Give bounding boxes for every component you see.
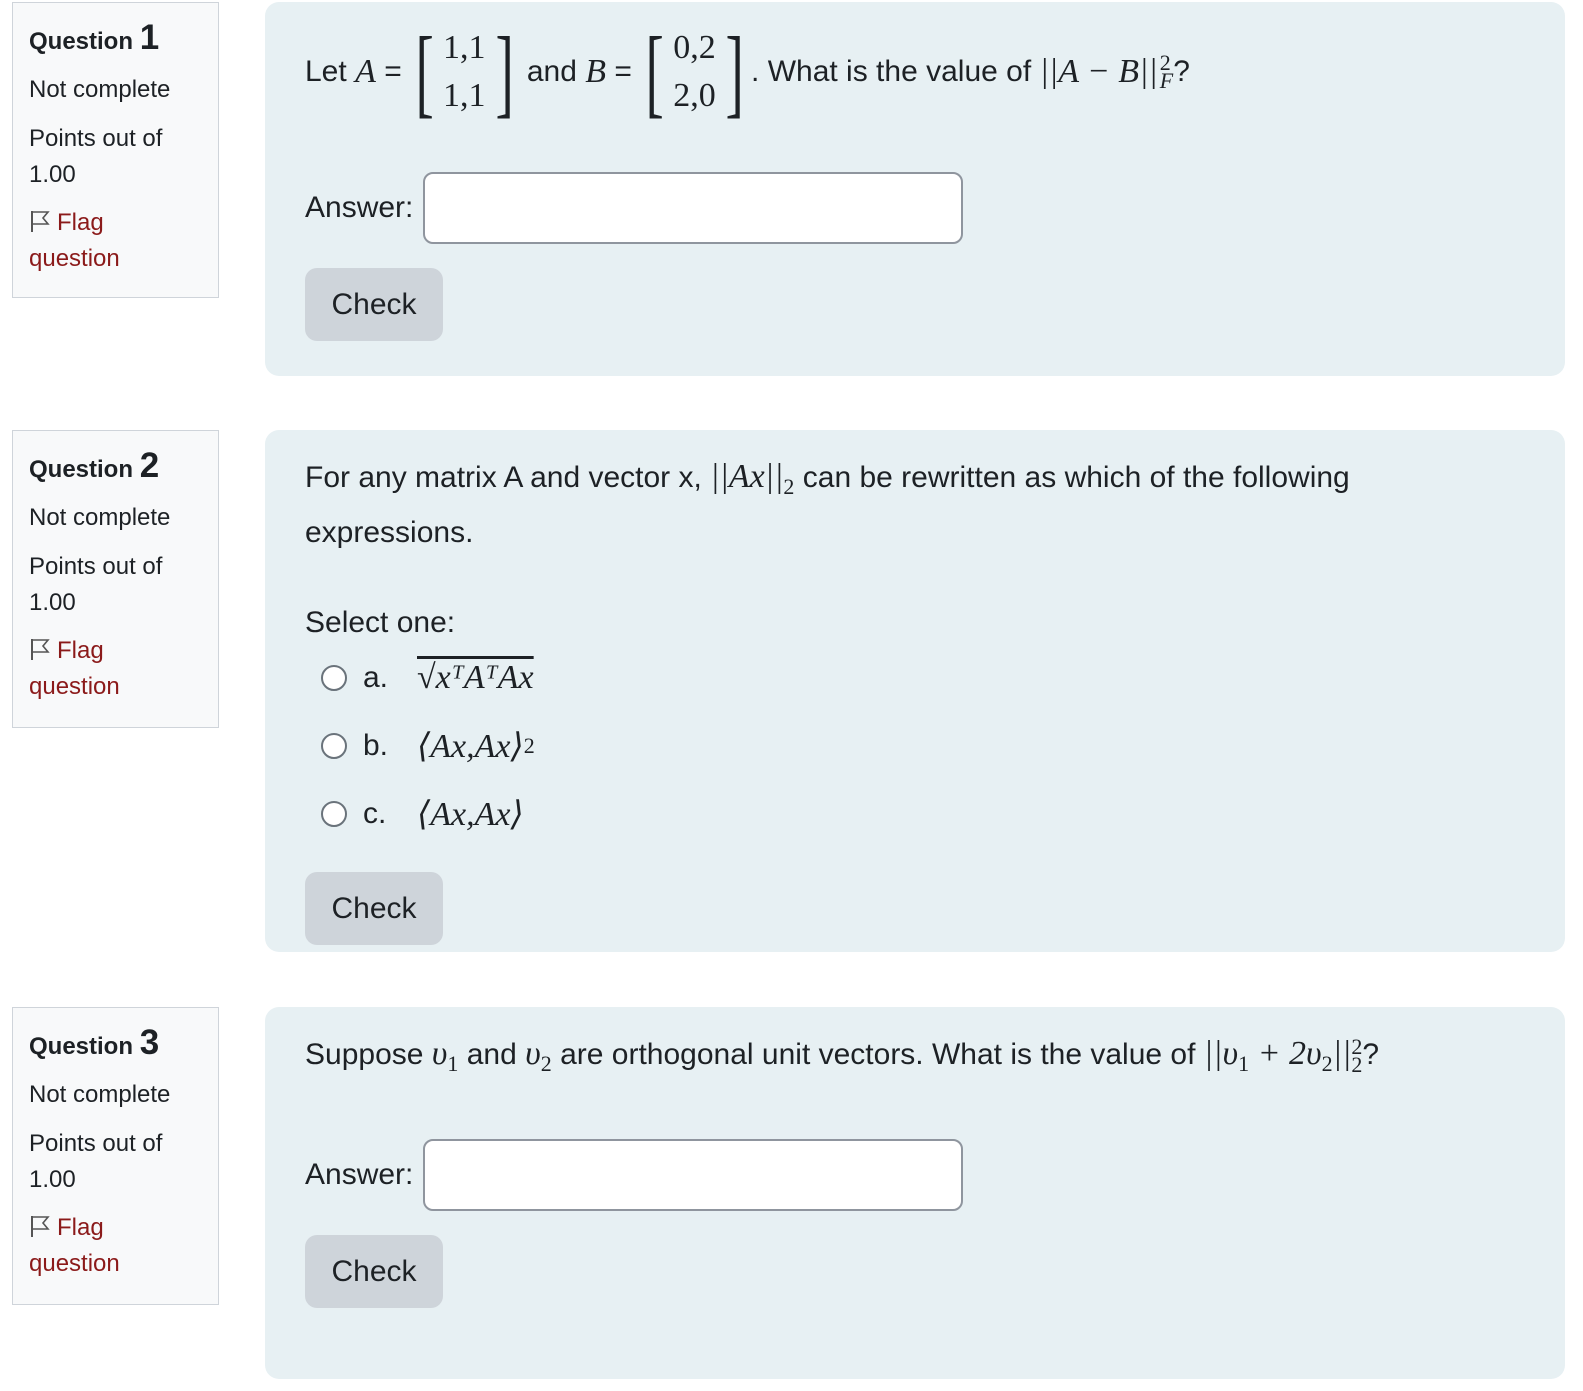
matrix-a-row-1: 1,1: [443, 29, 486, 66]
radio-icon[interactable]: [321, 801, 347, 827]
question-info: [12, 2, 219, 298]
question-content: [265, 430, 1565, 952]
norm-sup: 2: [1159, 50, 1171, 75]
vector-v1-sub: 1: [447, 1051, 459, 1076]
grade-label: Points out of: [29, 1130, 163, 1157]
choice-expression: ⟨Ax,Ax⟩: [417, 796, 524, 833]
answer-row: [305, 172, 1525, 244]
norm-sub: F: [1159, 68, 1174, 93]
question-grade: [29, 549, 202, 621]
vector-v1: υ: [431, 1035, 448, 1072]
question-text: [305, 16, 1525, 127]
flag-question-link[interactable]: [29, 205, 202, 277]
question-info: [12, 430, 219, 728]
choice-a[interactable]: [305, 644, 1525, 712]
choice-c[interactable]: [305, 780, 1525, 848]
norm-close: ||: [1332, 1035, 1352, 1072]
question-number: 1: [139, 18, 160, 57]
radio-icon[interactable]: [321, 733, 347, 759]
question-grade: [29, 121, 202, 193]
norm-plus: + 2υ: [1249, 1035, 1322, 1072]
grade-value: 1.00: [29, 1166, 76, 1193]
text-suffix: are orthogonal unit vectors. What is the value of: [560, 1038, 1196, 1071]
choice-b[interactable]: [305, 712, 1525, 780]
flag-label-2[interactable]: question: [29, 673, 120, 700]
answer-input[interactable]: [423, 1139, 963, 1211]
check-button[interactable]: Check: [305, 268, 443, 341]
question-content: [265, 2, 1565, 376]
choice-letter: c.: [363, 797, 387, 830]
grade-label: Points out of: [29, 125, 163, 152]
matrix-b-row-2: 2,0: [673, 77, 716, 114]
norm-expression: ||Ax||: [710, 458, 784, 495]
vector-v2-sub: 2: [540, 1051, 552, 1076]
grade-value: 1.00: [29, 589, 76, 616]
question-state: Not complete: [29, 76, 171, 103]
flag-label[interactable]: Flag: [57, 209, 104, 236]
flag-label[interactable]: Flag: [57, 637, 104, 664]
grade-label: Points out of: [29, 553, 163, 580]
var-b: B: [585, 53, 607, 90]
flag-icon: [29, 637, 51, 661]
text-prefix: For any matrix A and vector x,: [305, 461, 702, 494]
norm-sub: 2: [783, 474, 795, 499]
question-title: [29, 446, 202, 485]
question-label: Question: [29, 28, 134, 55]
question-number: 2: [139, 446, 160, 485]
choice-list: [305, 644, 1525, 848]
choice-expression: ⟨Ax,Ax⟩: [417, 728, 524, 765]
vector-v2: υ: [525, 1035, 541, 1072]
question-number: 3: [139, 1023, 160, 1062]
grade-value: 1.00: [29, 161, 76, 188]
text-prefix: Suppose: [305, 1038, 424, 1071]
norm-sub: 2: [1351, 1052, 1363, 1078]
question-text: [305, 1031, 1525, 1087]
question-label: Question: [29, 456, 134, 483]
radio-icon[interactable]: [321, 665, 347, 691]
question-title: [29, 1023, 202, 1062]
question-2: [0, 430, 1583, 954]
text-prefix: Let: [305, 55, 347, 88]
question-mark: ?: [1362, 1038, 1380, 1071]
question-content: [265, 1007, 1565, 1379]
choice-expression: √xᵀAᵀAx: [417, 659, 534, 696]
norm-sub-a: 1: [1238, 1051, 1250, 1076]
question-title: [29, 18, 202, 57]
flag-question-link[interactable]: [29, 633, 202, 705]
choice-letter: a.: [363, 661, 389, 694]
answer-label: Answer:: [305, 191, 414, 224]
text-line-2: expressions.: [305, 516, 474, 549]
choice-sup: 2: [523, 733, 535, 758]
text-suffix: can be rewritten as which of the following: [802, 461, 1350, 494]
text-and: and: [466, 1038, 517, 1071]
question-info: [12, 1007, 219, 1305]
choice-letter: b.: [363, 729, 389, 762]
answer-label: Answer:: [305, 1158, 414, 1191]
question-mark: ?: [1173, 55, 1190, 88]
check-button[interactable]: Check: [305, 1235, 443, 1308]
matrix-b-row-1: 0,2: [673, 29, 716, 66]
flag-label-2[interactable]: question: [29, 245, 120, 272]
matrix-a-row-2: 1,1: [443, 77, 486, 114]
flag-icon: [29, 1214, 51, 1238]
flag-icon: [29, 209, 51, 233]
text-and: and: [526, 55, 577, 88]
equals-sign-2: =: [614, 55, 632, 88]
answer-input[interactable]: [423, 172, 963, 244]
question-state: Not complete: [29, 1081, 171, 1108]
flag-label-2[interactable]: question: [29, 1250, 120, 1277]
text-suffix: . What is the value of: [751, 55, 1032, 88]
answer-row: [305, 1139, 1525, 1211]
flag-label[interactable]: Flag: [57, 1214, 104, 1241]
question-1: [0, 2, 1583, 378]
norm-sup: 2: [1351, 1034, 1363, 1060]
select-prompt: Select one:: [305, 606, 456, 639]
norm-sub-b: 2: [1321, 1051, 1333, 1076]
norm-expression: ||A − B||: [1039, 53, 1158, 90]
question-label: Question: [29, 1033, 134, 1060]
norm-expression: ||υ: [1203, 1035, 1239, 1072]
var-a: A: [355, 53, 376, 90]
question-grade: [29, 1126, 202, 1198]
equals-sign: =: [384, 55, 402, 88]
question-3: [0, 1007, 1583, 1379]
question-text: [305, 454, 1525, 556]
matrix-b: [ 0,2 2,0 ]: [645, 16, 744, 127]
flag-question-link[interactable]: [29, 1210, 202, 1282]
question-state: Not complete: [29, 504, 171, 531]
check-button[interactable]: Check: [305, 872, 443, 945]
matrix-a: [ 1,1 1,1 ]: [415, 16, 514, 127]
